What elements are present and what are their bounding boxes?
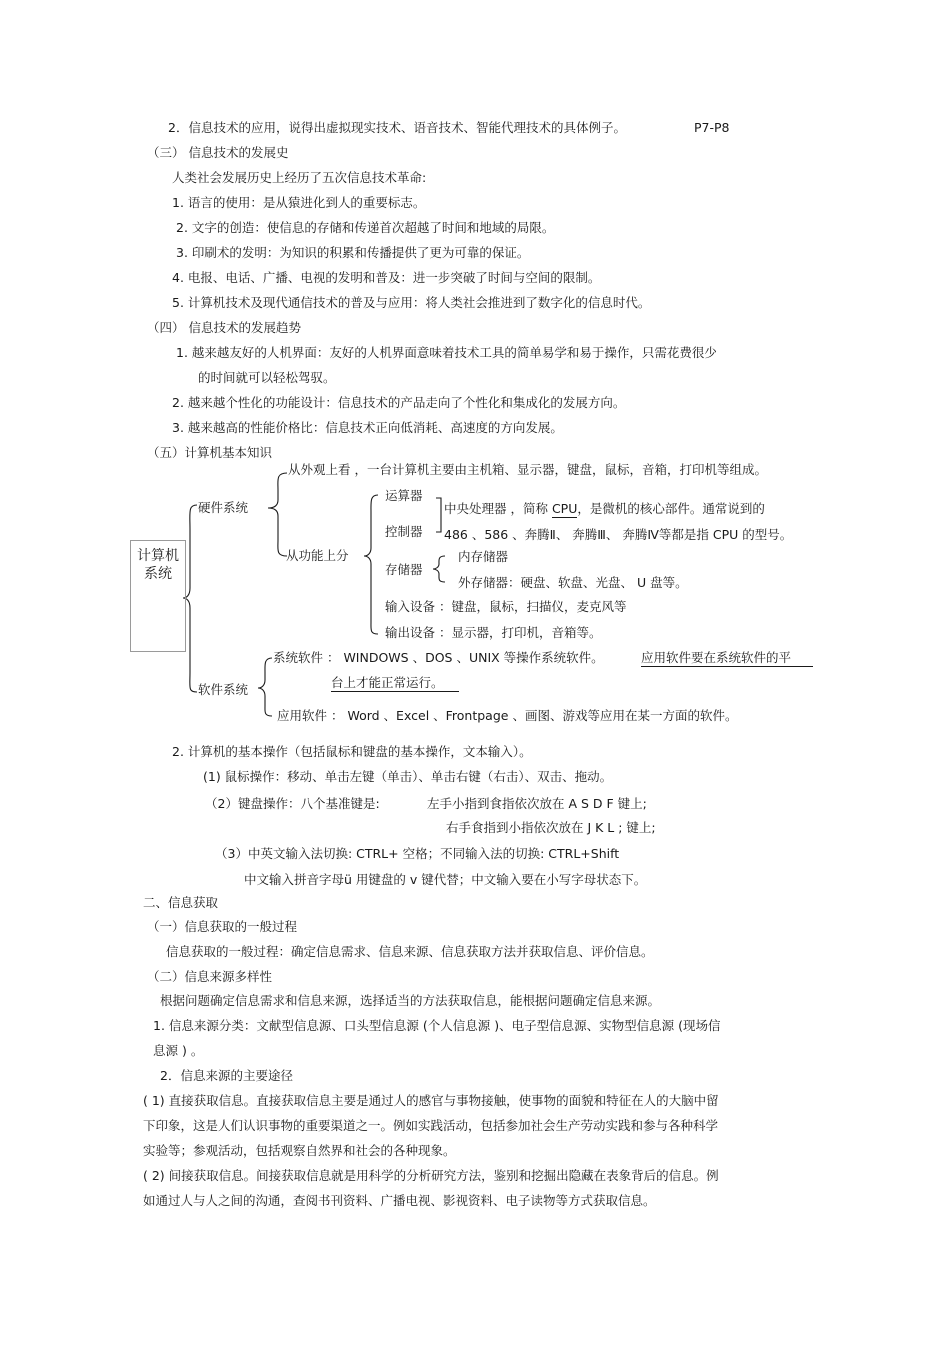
storage-label: 存储器: [385, 562, 423, 577]
part-heading-info-acquisition: 二、信息获取: [143, 895, 219, 910]
trend-item-continued: 的时间就可以轻松驾驭。: [198, 370, 336, 385]
indirect-acquisition: 如通过人与人之间的沟通，查阅书刊资料、广播电视、影视资料、电子读物等方式获取信息。: [143, 1193, 656, 1208]
source-classification-continued: 息源 ) 。: [153, 1043, 204, 1058]
output-device-label: 输出设备 ：显示器，打印机，音箱等。: [385, 625, 602, 640]
direct-acquisition: 下印象，这是人们认识事物的重要渠道之一。例如实践活动，包括参加社会生产劳动实践和参与各种科学: [143, 1118, 719, 1133]
section-heading-history: （三） 信息技术的发展史: [147, 145, 289, 160]
computer-system-box: [130, 540, 186, 652]
history-intro: 人类社会发展历史上经历了五次信息技术革命:: [172, 170, 427, 185]
subheading-general-process: （一）信息获取的一般过程: [147, 919, 298, 934]
history-item: 2. 文字的创造：使信息的存储和传递首次超越了时间和地域的局限。: [176, 220, 555, 235]
direct-acquisition: ( 1) 直接获取信息。直接获取信息主要是通过人的感官与事物接触，使事物的面貌和特征在人的大脑中留: [143, 1093, 719, 1108]
trend-item: 1. 越来越友好的人机界面：友好的人机界面意味着技术工具的简单易学和易于操作，只需花费很少: [176, 345, 717, 360]
history-item: 3. 印刷术的发明：为知识的积累和传播提供了更为可靠的保证。: [176, 245, 530, 260]
software-system-label: 软件系统: [198, 682, 249, 697]
history-item: 4. 电报、电话、广播、电视的发明和普及：进一步突破了时间与空间的限制。: [172, 270, 601, 285]
external-memory-label: 外存储器：硬盘、软盘、光盘、 U 盘等。: [458, 575, 688, 590]
indirect-acquisition: ( 2) 间接获取信息。间接获取信息就是用科学的分析研究方法，鉴别和挖掘出隐藏在表象背后的信息。例: [143, 1168, 719, 1183]
hardware-system-label: 硬件系统: [198, 500, 249, 515]
keyboard-right-hand: 右手食指到小指依次放在 J K L ; 键上;: [446, 820, 656, 835]
page-reference: P7-P8: [694, 120, 730, 135]
controller-label: 控制器: [385, 524, 423, 539]
function-label: 从功能上分: [286, 548, 349, 563]
cpu-suffix: ，是微机的核心部件。通常说到的: [577, 501, 765, 516]
subheading-source-diversity: （二）信息来源多样性: [147, 969, 273, 984]
pinyin-note: 中文输入拼音字母ü 用键盘的 v 键代替；中文输入要在小写字母状态下。: [244, 872, 647, 887]
source-diversity-text: 根据问题确定信息需求和信息来源，选择适当的方法获取信息，能根据问题确定信息来源。: [160, 993, 661, 1008]
system-software-note: 应用软件要在系统软件的平: [641, 650, 813, 667]
history-item: 5. 计算机技术及现代通信技术的普及与应用：将人类社会推进到了数字化的信息时代。: [172, 295, 651, 310]
mouse-operations: (1) 鼠标操作：移动、单击左键（单击）、单击右键（右击）、双击、拖动。: [203, 769, 613, 784]
tech-application-item: 2．信息技术的应用，说得出虚拟现实技术、语音技术、智能代理技术的具体例子。: [168, 120, 626, 135]
trend-item: 2. 越来越个性化的功能设计：信息技术的产品走向了个性化和集成化的发展方向。: [172, 395, 626, 410]
direct-acquisition: 实验等；参观活动，包括观察自然界和社会的各种现象。: [143, 1143, 456, 1158]
history-item: 1. 语言的使用：是从猿进化到人的重要标志。: [172, 195, 426, 210]
section-heading-trend: （四） 信息技术的发展趋势: [147, 320, 301, 335]
application-software-label: 应用软件 ： Word 、Excel 、Frontpage 、画图、游戏等应用在某一方面的软件。: [277, 708, 738, 723]
appearance-note: 从外观上看 ，一台计算机主要由主机箱、显示器，键盘，鼠标，音箱，打印机等组成。: [288, 462, 767, 477]
trend-item: 3. 越来越高的性能价格比：信息技术正向低消耗、高速度的方向发展。: [172, 420, 563, 435]
system-software-note-continued: 台上才能正常运行。: [331, 675, 459, 692]
cpu-prefix: 中央处理器 ，简称: [444, 501, 552, 516]
source-classification: 1. 信息来源分类：文献型信息源、口头型信息源 (个人信息源 )、电子型信息源、实物型信息源 (现场信: [153, 1018, 721, 1033]
input-device-label: 输入设备 ：键盘，鼠标，扫描仪，麦克风等: [385, 599, 627, 614]
basic-operations-heading: 2. 计算机的基本操作（包括鼠标和键盘的基本操作，文本输入）。: [172, 744, 532, 759]
system-software-label: 系统软件 ： WINDOWS 、DOS 、UNIX 等操作系统软件。: [273, 650, 604, 665]
section-heading-computer: （五）计算机基本知识: [147, 445, 273, 460]
ime-switch: （3）中英文输入法切换: CTRL+ 空格；不同输入法的切换: CTRL+Shift: [215, 846, 620, 861]
alu-label: 运算器: [385, 488, 423, 503]
computer-system-label: 计算机系统: [137, 548, 179, 582]
keyboard-operations-label: （2）键盘操作：八个基准键是:: [205, 796, 380, 811]
internal-memory-label: 内存储器: [458, 549, 509, 564]
cpu-abbrev: CPU: [551, 501, 578, 516]
cpu-models: 486 、586 、奔腾Ⅱ、 奔腾Ⅲ、 奔腾Ⅳ等都是指 CPU 的型号。: [444, 527, 793, 542]
source-routes-heading: 2．信息来源的主要途径: [160, 1068, 293, 1083]
keyboard-left-hand: 左手小指到食指依次放在 A S D F 键上;: [427, 796, 647, 811]
cpu-description: [444, 501, 765, 517]
general-process-text: 信息获取的一般过程：确定信息需求、信息来源、信息获取方法并获取信息、评价信息。: [166, 944, 654, 959]
